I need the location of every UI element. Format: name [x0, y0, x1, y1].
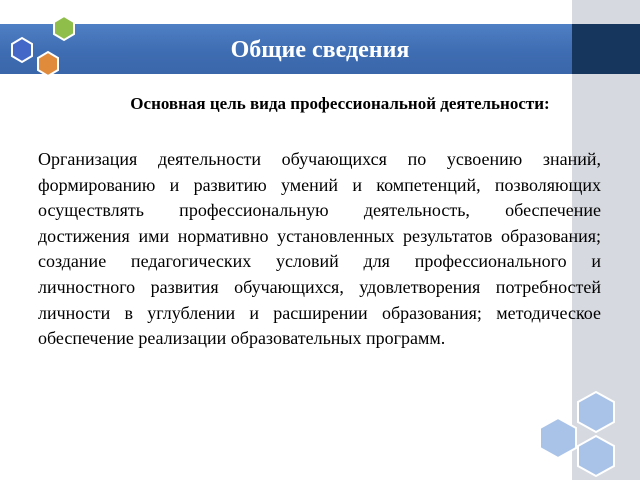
hex-green — [54, 16, 74, 40]
hexagon-decoration-icon — [530, 388, 640, 480]
hex-orange — [38, 52, 58, 76]
hex-blue — [12, 38, 32, 62]
hexagon-cluster-icon — [0, 8, 90, 88]
hex-deco-bottom — [578, 436, 614, 476]
hex-deco-top — [578, 392, 614, 432]
slide-body-text: Организация деятельности обучающихся по усвоению знаний, формированию и развитию умений и компетенций, позволяющих осуществлять профессиональную деятельность, обеспечение достижения ими нормативно установленных результатов образования; создание педагогических условий для профессионального и личностного развития обучающихся, удовлетворения потребностей личности в углублении и расширении образования; методическое обеспечение реализации образовательных программ. — [38, 149, 601, 349]
slide-title: Общие сведения — [230, 37, 410, 63]
title-bar-dark-segment — [572, 24, 640, 74]
slide-subtitle: Основная цель вида профессиональной деятельности: — [130, 94, 550, 113]
hex-deco-left — [540, 418, 576, 458]
